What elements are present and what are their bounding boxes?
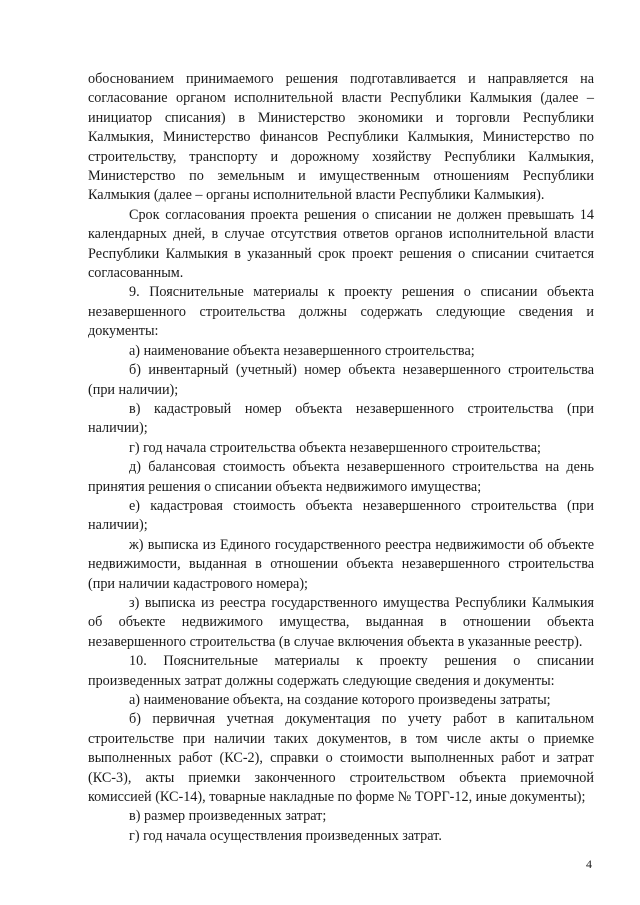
paragraph-justification-continuation: обоснованием принимаемого решения подготавливается и направляется на согласование органом исполнительной власти Республики Калмыкия (далее – инициатор списания) в Министерство экономики и торговли Республики Калмыкия, Министерство финансов Республики Калмыкия, Министерство по строительству, транспорту и дорожному хозяйству Республики Калмыкия, Министерство по земельным и имущественным отношениям Республики Калмыкия (далее – органы исполнительной власти Республики Калмыкия). [88,71,594,204]
paragraph-9-a: а) наименование объекта незавершенного строительства; [129,342,475,359]
paragraph-item-9: 9. Пояснительные материалы к проекту решения о списании объекта незавершенного строительства должны содержать следующие сведения и документы: [88,284,594,340]
page-number: 4 [586,857,592,871]
paragraph-item-10: 10. Пояснительные материалы к проекту решения о списании произведенных затрат должны содержать следующие сведения и документы: [88,653,594,689]
paragraph-9-d: д) балансовая стоимость объекта незавершенного строительства на день принятия решения о списании объекта недвижимого имущества; [88,459,594,495]
paragraph-approval-period: Срок согласования проекта решения о списании не должен превышать 14 календарных дней, в случае отсутствия ответов органов исполнительной власти Республики Калмыкия в указанный срок проект решения о списании считается согласованным. [88,206,594,282]
paragraph-9-zh: ж) выписка из Единого государственного реестра недвижимости об объекте недвижимости, выданная в отношении объекта незавершенного строительства (при наличии кадастрового номера); [88,536,594,592]
paragraph-10-v: в) размер произведенных затрат; [129,808,327,825]
paragraph-10-b: б) первичная учетная документация по учету работ в капитальном строительстве при наличии таких документов, в том числе акты о приемке выполненных работ (КС-2), справки о стоимости выполненных работ и затрат (КС-3), акты приемки законченного строительством объекта приемочной комиссией (КС-14), товарные накладные по форме № ТОРГ-12, иные документы); [88,711,594,806]
paragraph-9-z: з) выписка из реестра государственного имущества Республики Калмыкия об объекте недвижимого имущества, выданная в отношении объекта незавершенного строительства (в случае включения объекта в указанные реестр). [88,594,594,650]
paragraph-10-g: г) год начала осуществления произведенных затрат. [129,827,442,844]
document-body [88,70,594,846]
paragraph-9-b: б) инвентарный (учетный) номер объекта незавершенного строительства (при наличии); [88,362,594,398]
paragraph-9-g: г) год начала строительства объекта незавершенного строительства; [129,439,541,456]
paragraph-10-a: а) наименование объекта, на создание которого произведены затраты; [129,692,551,708]
paragraph-9-v: в) кадастровый номер объекта незавершенного строительства (при наличии); [88,400,594,437]
paragraph-9-e: е) кадастровая стоимость объекта незавершенного строительства (при наличии); [88,497,594,534]
